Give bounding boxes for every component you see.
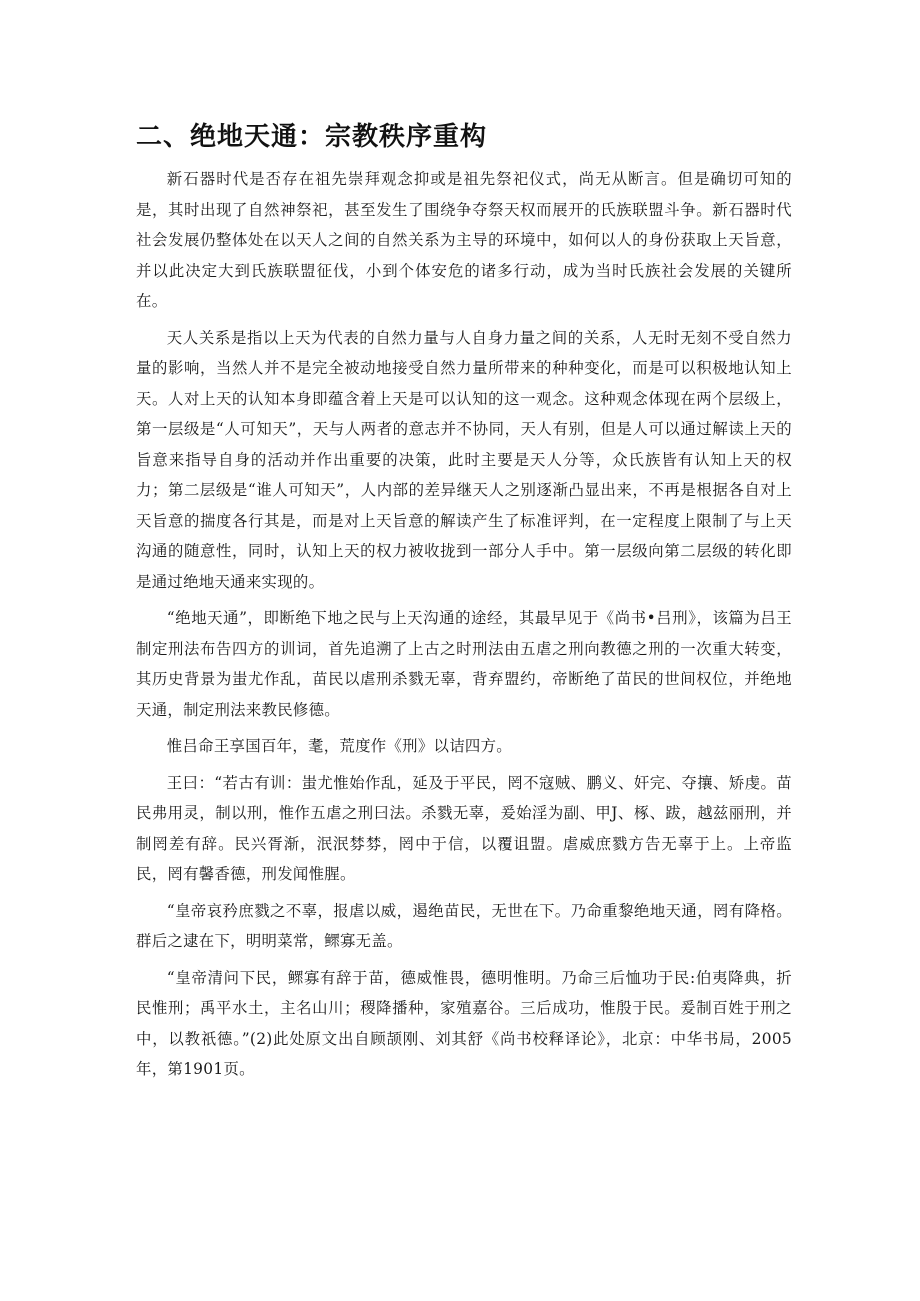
paragraph-heaven-human-relation: 天人关系是指以上天为代表的自然力量与人自身力量之间的关系，人无时无刻不受自然力量的影响，当然人并不是完全被动地接受自然力量所带来的种种变化，而是可以积极地认知上天。人对上天的认知本身即蕴含着上天是可以认知的这一观念。这种观念体现在两个层级上，第一层级是“人可知天”，天与人两者的意志并不协同，天人有别，但是人可以通过解读上天的旨意来指导自身的活动并作出重要的决策，此时主要是天人分等，众氏族皆有认知上天的权力；第二层级是“谁人可知天”，人内部的差异继天人之别逐渐凸显出来，不再是根据各自对上天旨意的揣度各行其是，而是对上天旨意的解读产生了标准评判，在一定程度上限制了与上天沟通的随意性，同时，认知上天的权力被收拢到一部分人手中。第一层级向第二层级的转化即是通过绝地天通来实现的。: [136, 328, 792, 591]
paragraph-quote-wang-yue: 王曰：“若古有训：蚩尤惟始作乱，延及于平民，罔不寇贼、鹏义、奸完、夺攘、矫虔。苗民弗用灵，制以刑，惟作五虐之刑曰法。杀戮无辜，爰始淫为副、甲J、椓、跋，越兹丽刑，并制罔差有辞。民兴胥渐，泯泯棼棼，罔中于信，以覆诅盟。虐威庶戮方告无辜于上。上帝监民，罔有馨香德，刑发闻惟腥。: [136, 773, 792, 883]
paragraph-neolithic-worship: 新石器时代是否存在祖先崇拜观念抑或是祖先祭祀仪式，尚无从断言。但是确切可知的是，其时出现了自然神祭祀，甚至发生了围绕争夺祭天权而展开的氏族联盟斗争。新石器时代社会发展仍整体处在以天人之间的自然关系为主导的环境中，如何以人的身份获取上天旨意，并以此决定大到氏族联盟征伐，小到个体安危的诸多行动，成为当时氏族社会发展的关键所在。: [136, 170, 792, 310]
paragraph-quote-huang-di-qing-wen: “皇帝清问下民，鳏寡有辞于苗，德威惟畏，德明惟明。乃命三后恤功于民:伯夷降典，折民惟刑；禹平水土，主名山川；稷降播种，家殖嘉谷。三后成功，惟殷于民。爰制百姓于刑之中，以教祇德。”(2)此处原文出自顾颉刚、刘其舒《尚书校释译论》，北京：中华书局，2005年，第1901页。: [136, 968, 792, 1078]
paragraph-quote-huang-di-ai-jin: “皇帝哀矜庶戮之不辜，报虐以威，遏绝苗民，无世在下。乃命重黎绝地天通，罔有降格。群后之逮在下，明明菜常，鳏寡无盖。: [136, 901, 792, 950]
paragraph-quote-lv-ming: 惟吕命王享国百年，耄，荒度作《刑》以诘四方。: [166, 737, 512, 755]
section-heading: 二、绝地天通：宗教秩序重构: [136, 122, 488, 152]
paragraph-jue-di-tian-tong: “绝地天通”，即断绝下地之民与上天沟通的途经，其最早见于《尚书•吕刑》，该篇为吕王制定刑法布告四方的训词，首先追溯了上古之时刑法由五虐之刑向教德之刑的一次重大转变，其历史背景为蚩尤作乱，苗民以虐刑杀戮无辜，背弃盟约，帝断绝了苗民的世间权位，并绝地天通，制定刑法来教民修德。: [136, 609, 792, 719]
document-body: [136, 164, 792, 1091]
